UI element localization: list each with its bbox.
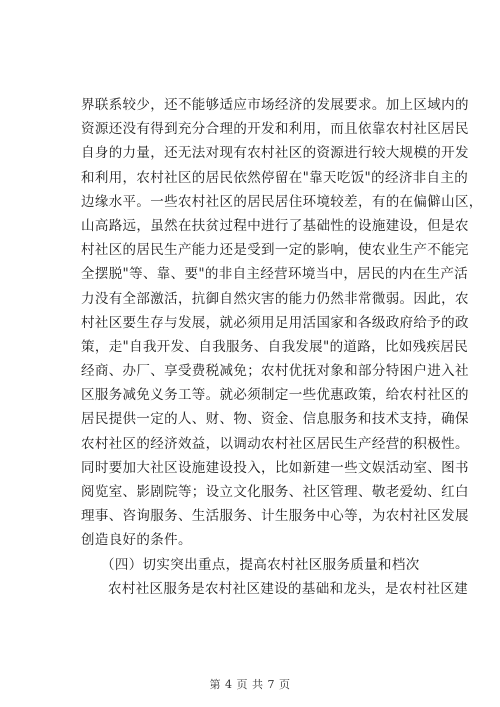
text-line: 居民提供一定的人、财、物、资金、信息服务和技术支持，确保: [81, 411, 469, 428]
text-line: 全摆脱"等、靠、要"的非自主经营环境当中，居民的内在生产活: [81, 266, 469, 283]
text-line: 资源还没有得到充分合理的开发和利用，而且依靠农村社区居民: [81, 121, 469, 138]
text-line: 农村社区的经济效益，以调动农村社区居民生产经营的积极性。: [81, 435, 469, 452]
text-line: 和利用，农村社区的居民依然停留在"靠天吃饭"的经济非自主的: [81, 169, 469, 186]
text-line: 村社区要生存与发展，就必须用足用活国家和各级政府给予的政: [81, 314, 469, 331]
text-line: 阅览室、影剧院等；设立文化服务、社区管理、敬老爱幼、红白: [81, 484, 469, 500]
text-line: 策，走"自我开发、自我服务、自我发展"的道路，比如残疾居民: [81, 338, 469, 355]
text-line: 界联系较少，还不能够适应市场经济的发展要求。加上区域内的: [81, 97, 469, 113]
text-line: 力没有全部激活，抗御自然灾害的能力仍然非常微弱。因此，农: [81, 290, 469, 307]
text-line: 边缘水平。一些农村社区的居民居住环境较差，有的在偏僻山区，: [81, 193, 483, 210]
text-line: 山高路远，虽然在扶贫过程中进行了基础性的设施建设，但是农: [81, 217, 469, 234]
text-line: 理事、咨询服务、生活服务、计生服务中心等，为农村社区发展: [81, 508, 469, 525]
text-line: 同时要加大社区设施建设投入，比如新建一些文娱活动室、图书: [81, 459, 469, 476]
paragraph-first-line: 农村社区服务是农村社区建设的基础和龙头，是农村社区建: [108, 580, 469, 597]
text-line: 村社区的居民生产能力还是受到一定的影响，使农业生产不能完: [81, 242, 469, 259]
section-heading: （四）切实突出重点，提高农村社区服务质量和档次: [101, 556, 420, 573]
page-footer: 第 4 页 共 7 页: [209, 678, 291, 691]
text-line: 创造良好的条件。: [81, 532, 192, 549]
text-line: 自身的力量，还无法对现有农村社区的资源进行较大规模的开发: [81, 145, 469, 162]
text-line: 经商、办厂、享受费税减免；农村优抚对象和部分特困户进入社: [81, 363, 469, 380]
body-text: [81, 93, 483, 601]
text-line: 区服务减免义务工等。就必须制定一些优惠政策，给农村社区的: [81, 387, 469, 404]
